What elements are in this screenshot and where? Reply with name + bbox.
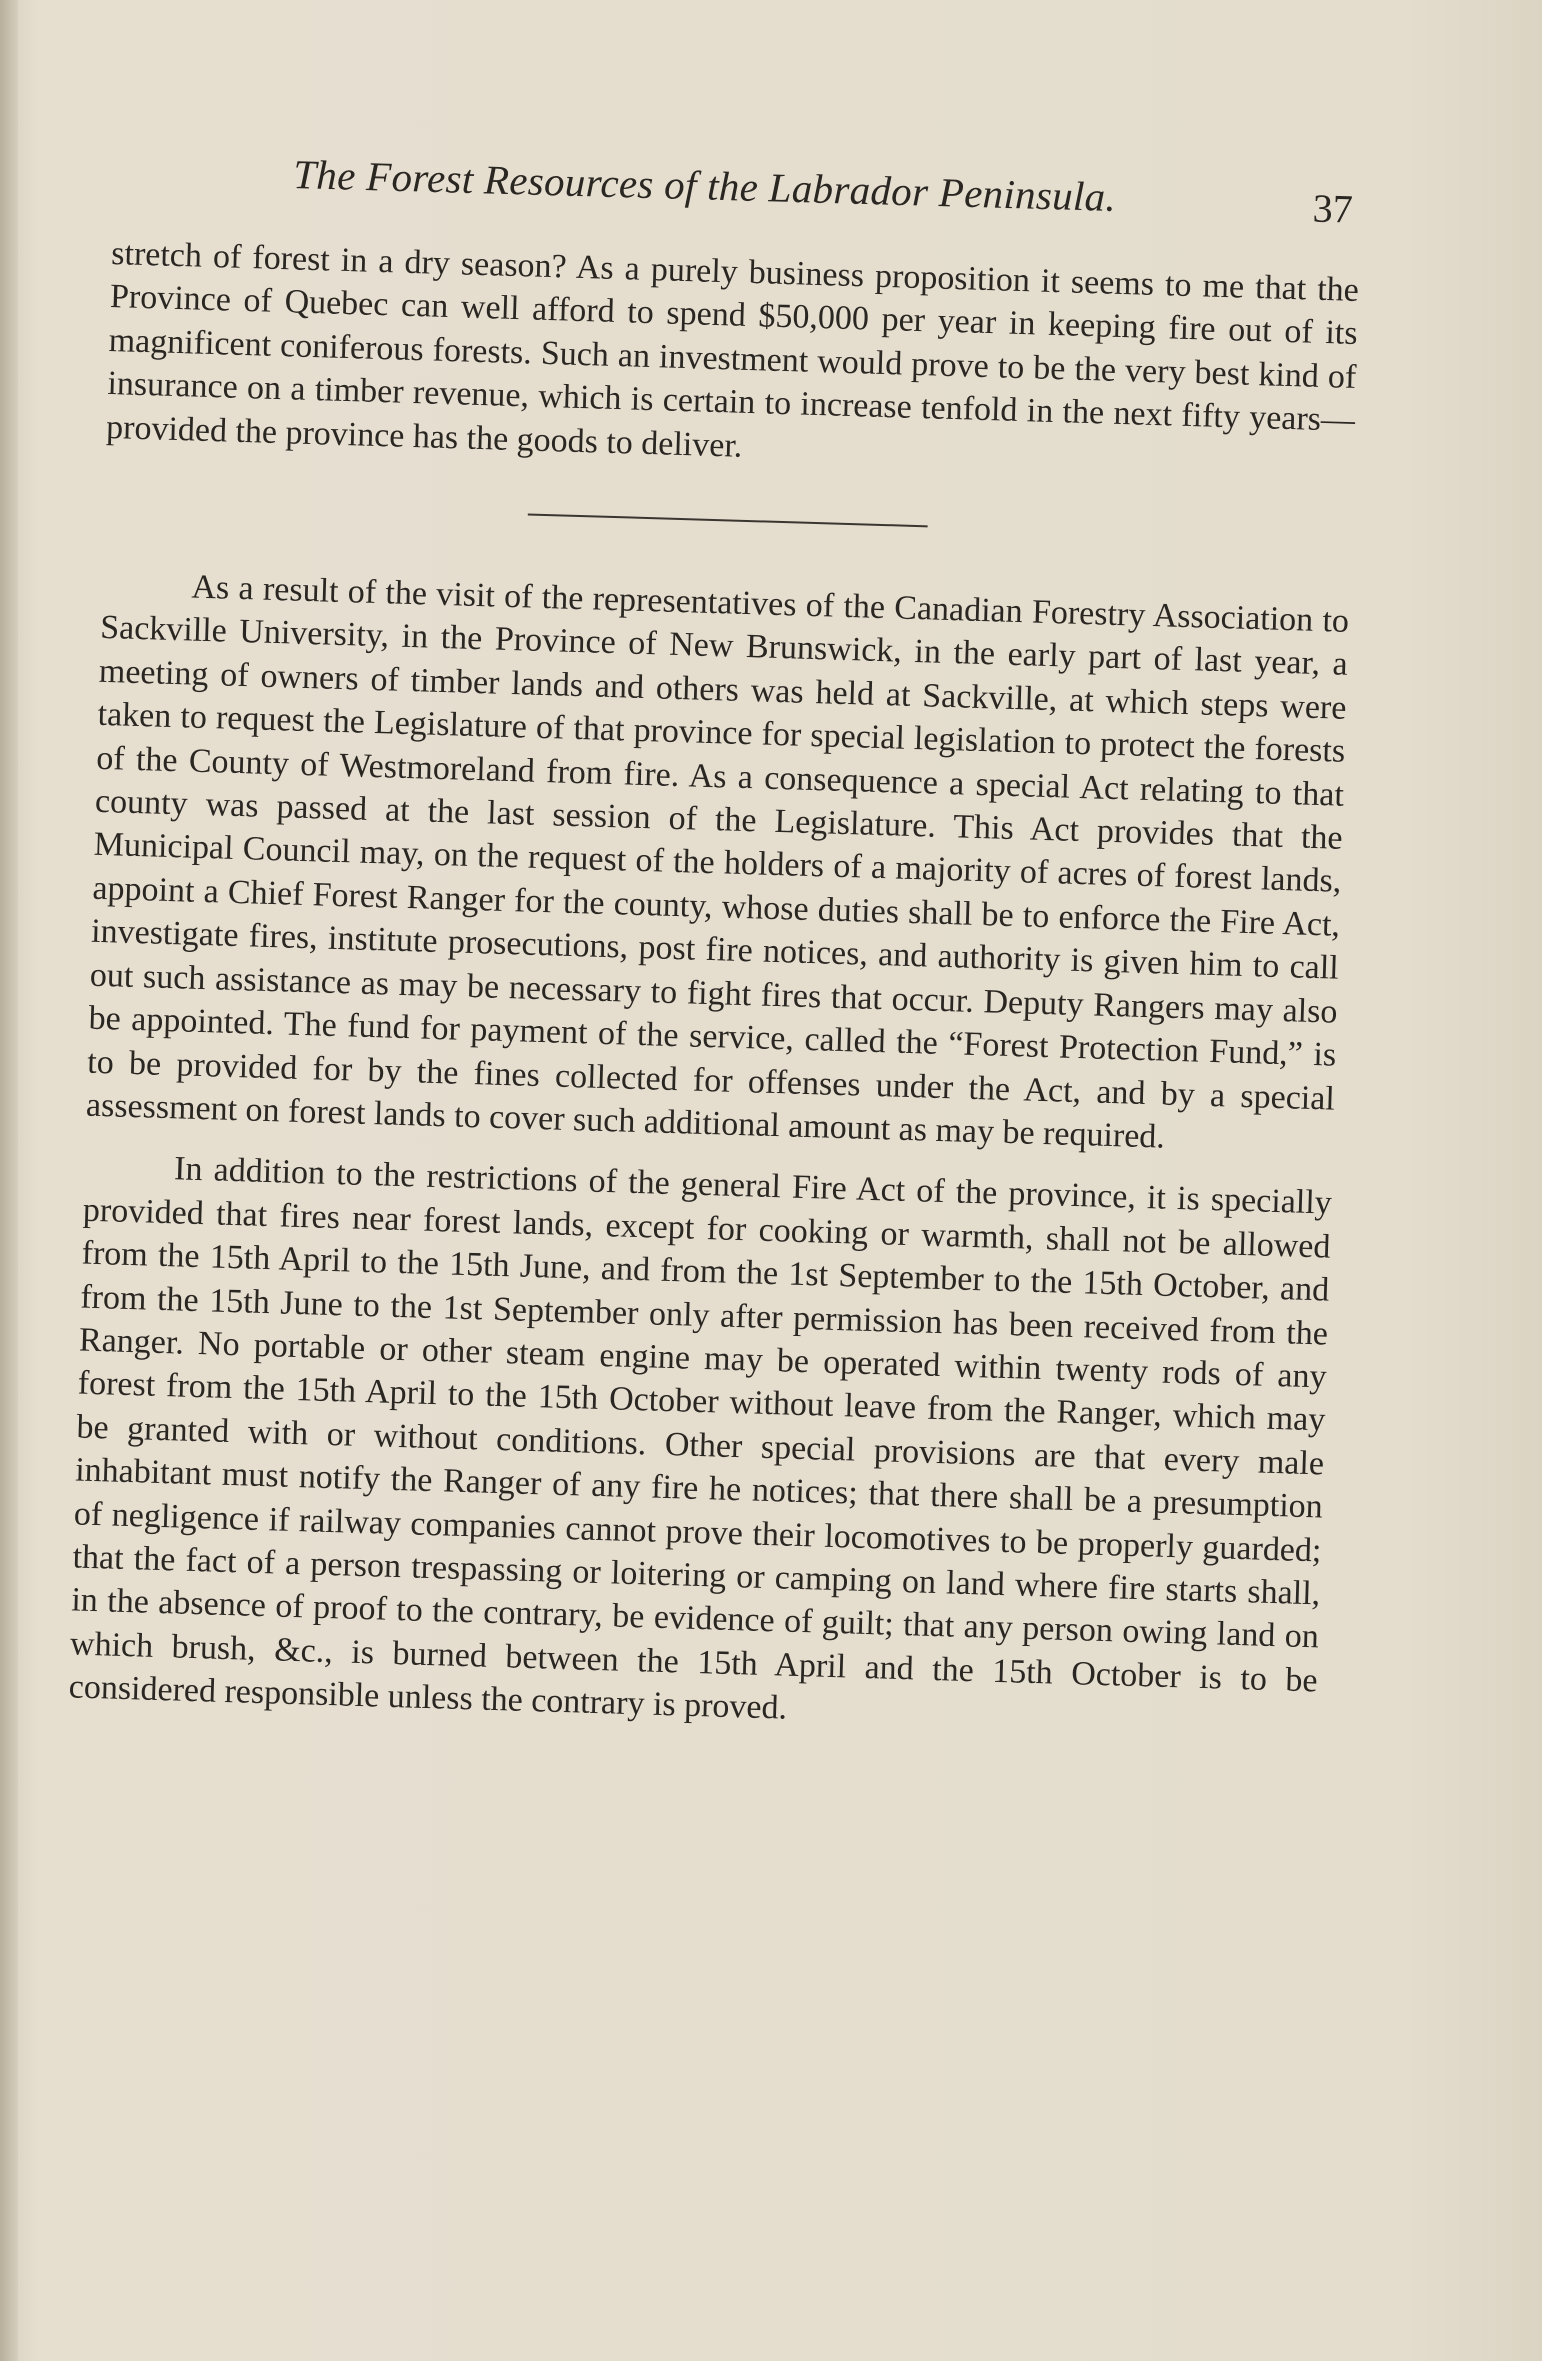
running-head	[292, 150, 1353, 240]
section-divider	[528, 513, 928, 527]
page-spine-shadow	[0, 0, 18, 2361]
paragraph-special-provisions: In addition to the restrictions of the general Fire Act of the province, it is specially provided that fires near forest lands, except for cooking or warmth, shall not be allowed from the 15th April to the 15th June, and from the 1st September to the 15th October, and from the 15th June to the 1st September only after permission has been received from the Ranger. No portable or other steam engine may be operated within twenty rods of any forest from the 15th April to the 15th October without leave from the Ranger, which may be granted with or without conditions. Other special provisions are that every male inhabitant must notify the Ranger of any fire he notices; that there shall be a presumption of negligence if railway companies cannot prove their locomotives to be properly guarded; that the fact of a person trespassing or loitering or camping on land where fire starts shall, in the absence of proof to the contrary, be evidence of guilt; that any person owing land on which brush, &c., is burned between the 15th April and the 15th October is to be considered responsible unless the contrary is proved.	[68, 1150, 1333, 1727]
paragraph-westmoreland-act: As a result of the visit of the representatives of the Canadian Forestry Association to Sackville University, in the Province of New Brunswick, in the early part of last year, a meeting of owners of timber lands and others was held at Sackville, at which steps were taken to request the Legislature of that province for special legislation to protect the forests of the County of Westmoreland from fire. As a consequence a special Act relating to that county was passed at the last session of the Legislature. This Act provides that the Municipal Council may, on the request of the holders of a majority of acres of forest lands, appoint a Chief Forest Ranger for the county, whose duties shall be to enforce the Fire Act, investigate fires, institute prosecutions, post fire notices, and authority is given him to call out such assistance as may be necessary to fight fires that occur. Deputy Rangers may also be appointed. The fund for payment of the service, called the “Forest Protection Fund,” is to be provided for by the fines collected for offenses under the Act, and by a special assessment on forest lands to cover such additional amount as may be required.	[85, 568, 1350, 1156]
body-text	[68, 232, 1359, 1746]
page-number: 37	[1312, 185, 1354, 232]
paragraph-continuation: stretch of forest in a dry season? As a purely business proposition it seems to me that the Province of Quebec can well afford to spend $50,000 per year in keeping fire out of its magnificent coniferous forests. Such an investment would prove to be the very best kind of insurance on a timber revenue, which is certain to increase tenfold in the next fifty years—provided the province has the goods to deliver.	[105, 234, 1360, 465]
running-title: The Forest Resources of the Labrador Peninsula.	[292, 150, 1117, 220]
